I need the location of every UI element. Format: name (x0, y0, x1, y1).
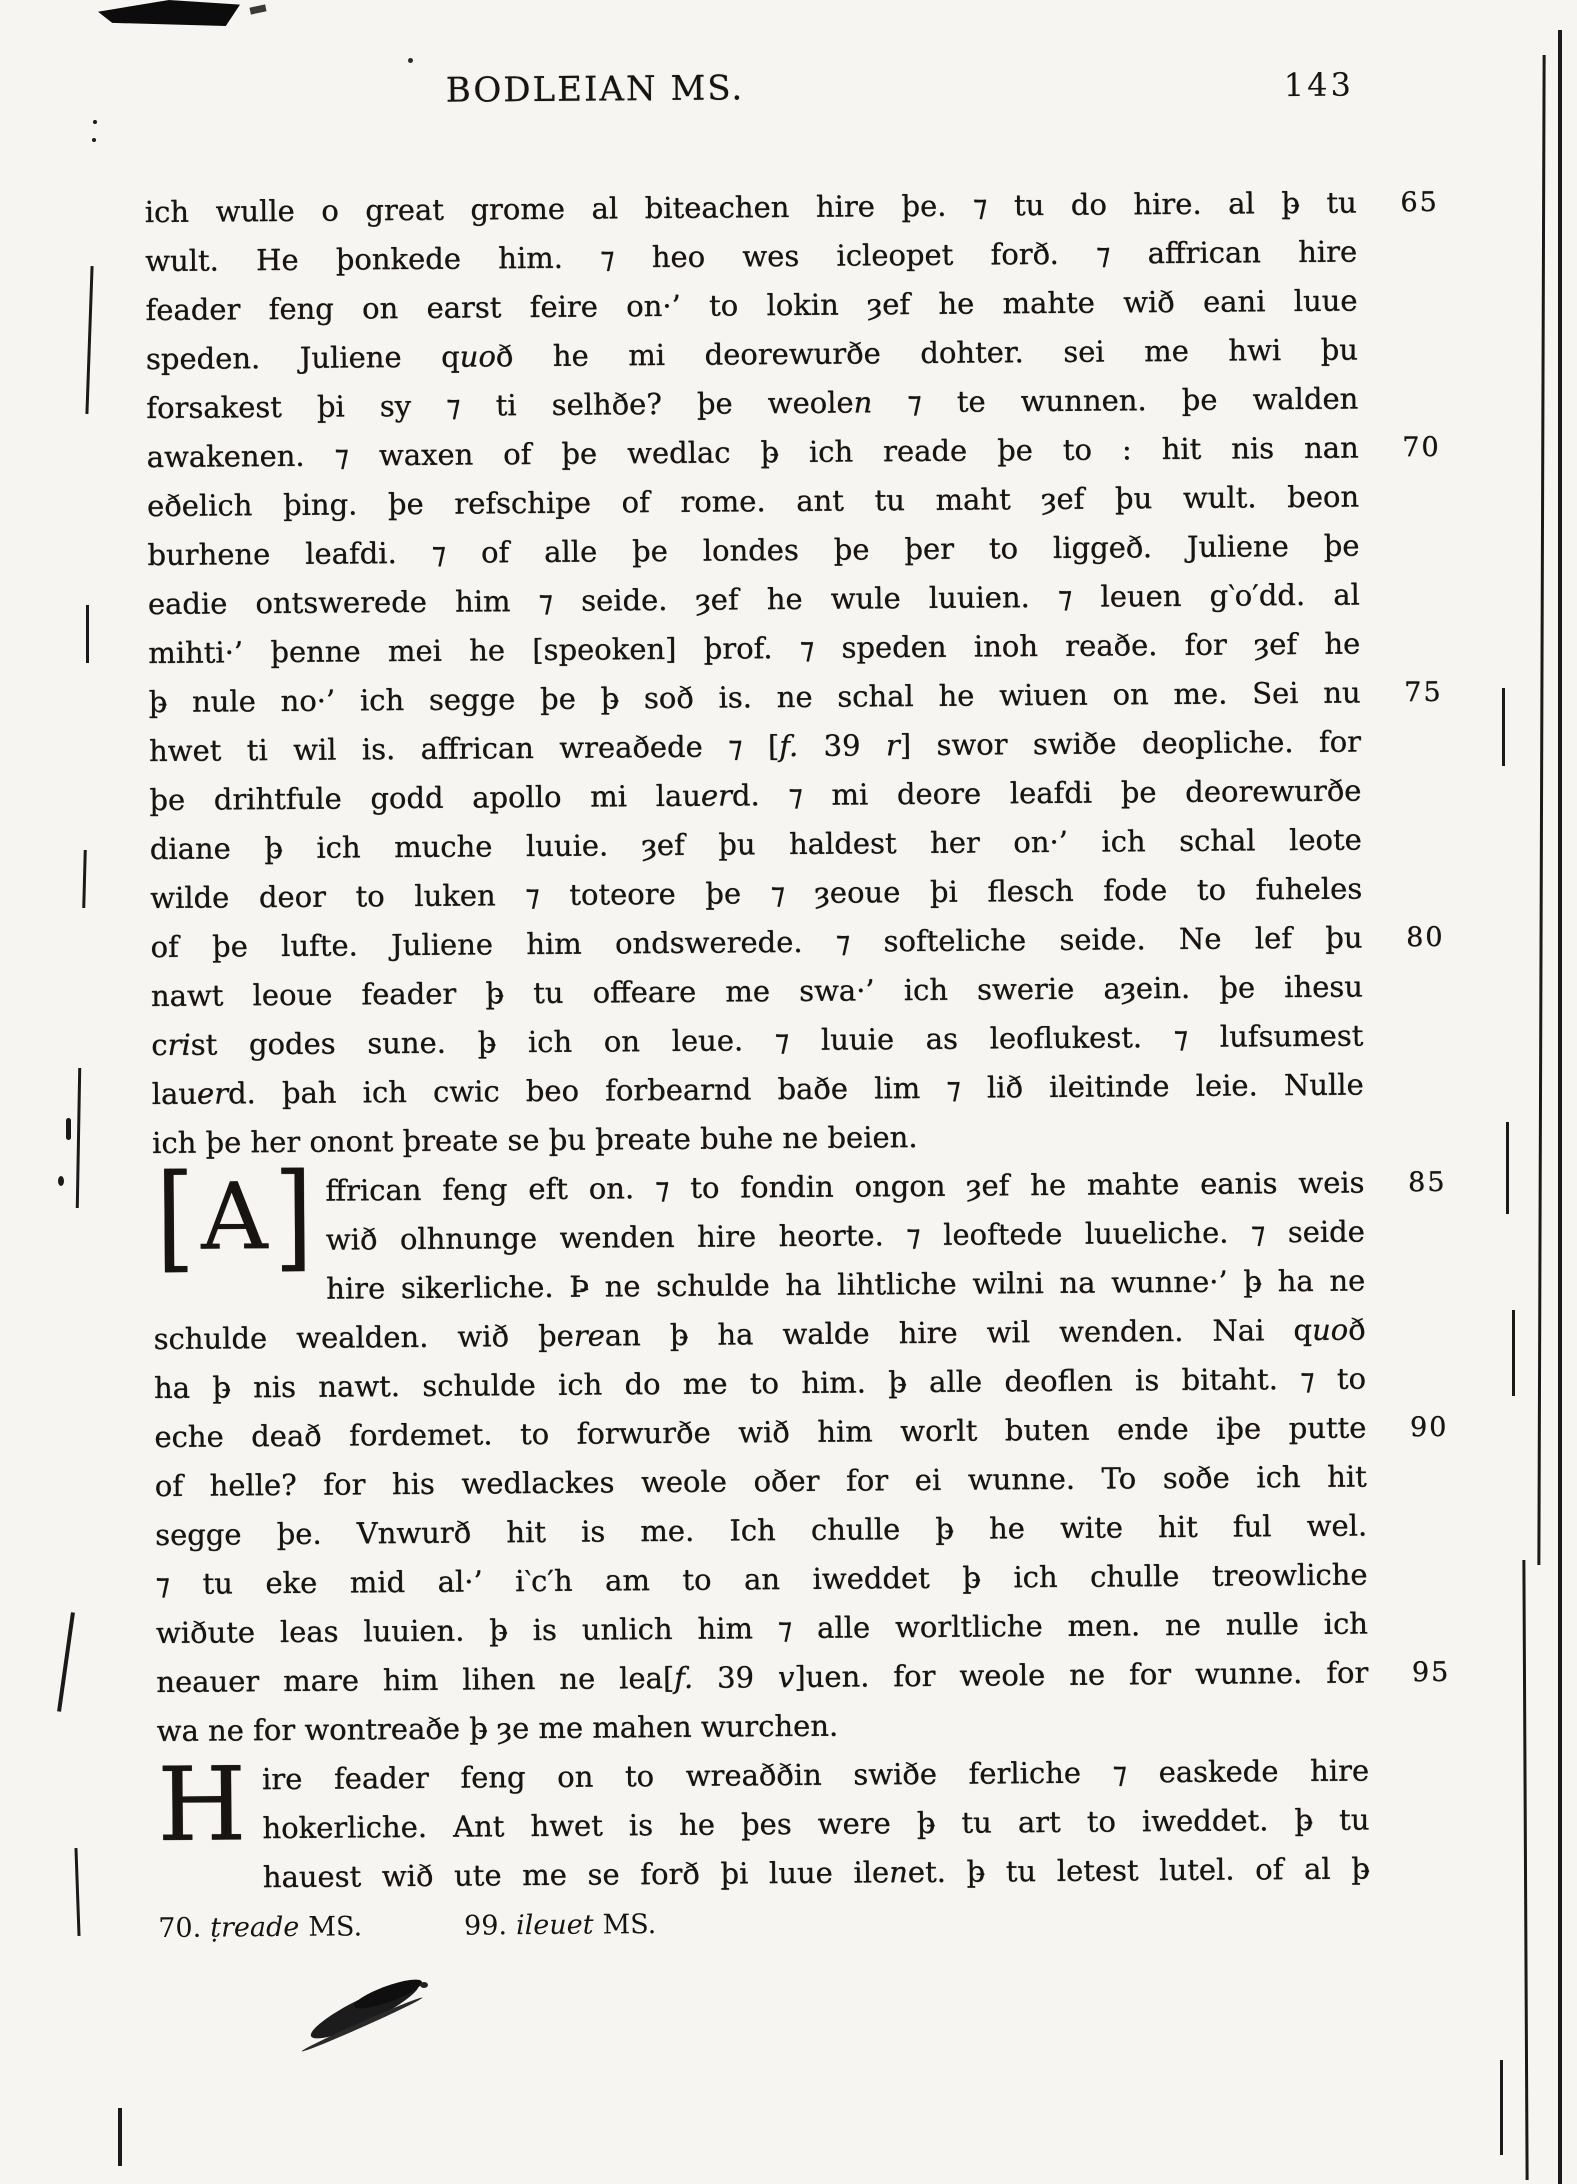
scan-artifact (92, 138, 96, 142)
text-segment: hauest wið ute me se forð þi luue ile (262, 1855, 890, 1895)
scan-artifact (66, 1118, 71, 1140)
text-segment: of þe lufte. Juliene him ondswerede. ⁊ softeliche seide. Ne lef þu (150, 920, 1363, 965)
text-segment: ð (1347, 1312, 1366, 1347)
footnote-source: MS. (308, 1911, 363, 1943)
footnote-line-ref: 70. (158, 1912, 202, 1944)
text-segment: n (889, 1855, 908, 1890)
text-segment: er (700, 778, 733, 813)
text-segment: an þ̵ ha walde hire wil wenden. Nai q (604, 1312, 1313, 1353)
editorial-bracket: [ (155, 1149, 196, 1285)
running-head: BODLEIAN MS. (445, 68, 745, 111)
text-segment: þe drihtfule godd apollo mi lau (149, 778, 702, 818)
text-segment: st godes sune. þ̵ ich on leue. ⁊ luuie as leoflukest. ⁊ lufsumest (190, 1018, 1364, 1062)
margin-line-number: 80 (1406, 921, 1445, 954)
text-segment: lau (151, 1076, 198, 1112)
drop-cap-letter: A (200, 1163, 268, 1271)
text-segment: hokerliche. Ant hwet is he þes were þ̵ tu art to iweddet. þ̵ tu (262, 1802, 1370, 1846)
footnote-lemma: ileuet (515, 1909, 594, 1942)
text-segment: ich þe her onont þreate se þu þreate buhe ne beien. (151, 1119, 918, 1161)
margin-line-number: 90 (1409, 1411, 1449, 1444)
text-segment: v (777, 1659, 795, 1695)
text-segment: ha þ̵ nis nawt. schulde ich do me to him. þ̵ alle deoflen is bitaht. ⁊ to (153, 1361, 1367, 1405)
scan-artifact (58, 1176, 64, 1186)
text-segment: uo (1311, 1312, 1349, 1347)
text-segment: wið olhnunge wenden hire heorte. ⁊ leoftede luueliche. ⁊ seide (325, 1214, 1365, 1257)
scan-artifact (1506, 1122, 1509, 1214)
text-segment: ffrican feng eft on. ⁊ to fondin ongon ȝef he mahte eanis weis (325, 1165, 1365, 1208)
text-segment: wult. He þonkede him. ⁊ heo wes icleopet forð. ⁊ affrican hire (145, 234, 1358, 279)
text-segment: of helle? for his wedlackes weole oðer for ei wunne. To soðe ich hit (154, 1459, 1367, 1503)
footnote-entry (464, 1909, 665, 1942)
text-segment: d. ⁊ mi deore leafdi þe deorewurðe (731, 773, 1362, 813)
scan-artifact (1500, 2060, 1503, 2155)
text-segment: d. þah ich cwic beo forbearnd baðe lim ⁊ lið ileitinde leie. Nulle (227, 1067, 1364, 1111)
text-segment: speden. Juliene q (145, 339, 460, 377)
text-segment: eðelich þing. þe refschipe of rome. ant tu maht ȝef þu wult. beon (146, 479, 1360, 524)
margin-line-number: 95 (1411, 1656, 1451, 1689)
text-segment: hwet ti wil is. affrican wreaðede ⁊ [ (148, 729, 780, 769)
text-segment: segge þe. Vnwurð hit is me. Ich chulle þ̵ he wite hit ful wel. (155, 1508, 1368, 1552)
ink-smudge (420, 1982, 428, 1988)
scan-artifact (1512, 1310, 1515, 1396)
margin-line-number: 85 (1407, 1166, 1447, 1199)
text-segment: ]uen. for weole ne for wunne. for (794, 1655, 1369, 1694)
text-segment: ⁊ tu eke mid al·’ i‵c′h am to an iweddet þ̵ ich chulle treowliche (155, 1557, 1368, 1601)
text-segment: wilde deor to luken ⁊ toteore þe ⁊ ȝeoue þi flesch fode to fuheles (150, 871, 1363, 916)
text-segment: wiðute leas luuien. þ̵ is unlich him ⁊ alle worltliche men. ne nulle ich (155, 1606, 1369, 1650)
text-segment: ð he mi deorewurðe dohter. sei me hwi þu (495, 332, 1359, 374)
text-segment: ri (167, 1027, 191, 1062)
text-segment: eadie ontswerede him ⁊ seide. ȝef he wule luuien. ⁊ leuen g‵o′dd. al (147, 577, 1360, 622)
scan-artifact (1558, 30, 1562, 2184)
footnote-line-ref: 99. (463, 1910, 508, 1942)
text-segment: re (573, 1318, 605, 1353)
margin-line-number: 70 (1402, 431, 1441, 464)
editorial-bracket: ] (273, 1148, 313, 1285)
scan-artifact (1502, 688, 1505, 766)
text-segment: burhene leafdi. ⁊ of alle þe londes þe þer to liggeð. Juliene þe (147, 528, 1360, 573)
text-segment: awakenen. ⁊ waxen of þe wedlac þ̵ ich reade þe to : hit nis nan (146, 430, 1359, 475)
scan-artifact (93, 120, 97, 124)
text-segment: schulde wealden. wið þe (153, 1318, 574, 1356)
text-segment: f. (779, 728, 799, 764)
scan-artifact (98, 0, 240, 26)
margin-line-number: 75 (1404, 676, 1443, 709)
text-segment: et. þ̵ tu letest lutel. of al þ̵ (907, 1851, 1370, 1890)
text-segment: nawt leoue feader þ̵ tu offeare me swa·’ ich swerie aȝein. þe ihesu (150, 969, 1364, 1014)
text-segment: n (853, 385, 873, 420)
text-lines (144, 179, 1451, 1903)
text-segment: neauer mare him lihen ne lea[ (156, 1660, 675, 1699)
footnote-lemma: ṭreade (210, 1911, 300, 1944)
text-segment: eche deað fordemet. to forwurðe wið him worlt buten ende iþe putte (154, 1410, 1367, 1454)
text-segment: hire sikerliche. Þ̵ ne schulde ha lihtliche wilni na wunne·’ þ̵ ha ne (326, 1263, 1366, 1306)
text-segment: 39 (692, 1660, 779, 1695)
drop-cap-letter: H (156, 1745, 247, 1865)
text-segment: ⁊ te wunnen. þe walden (872, 381, 1359, 420)
text-segment: f. (674, 1660, 694, 1695)
footnote-source: MS. (602, 1909, 657, 1941)
text-segment: forsakest þi sy ⁊ ti selhðe? þe weole (146, 385, 854, 426)
text-segment: diane þ̵ ich muche luuie. ȝef þu haldest her on·’ ich schal leote (149, 822, 1362, 867)
text-segment: wa ne for wontreaðe þ̵ ȝe me mahen wurchen. (156, 1708, 839, 1748)
text-segment: ich wulle o great grome al biteachen hire þe. ⁊ tu do hire. al þ̵ tu (144, 185, 1357, 230)
text-segment: r (885, 728, 900, 763)
text-segment: c (151, 1027, 168, 1063)
text-segment: þ̵ nule no·’ ich segge þe þ̵ soð is. ne schal he wiuen on me. Sei nu (148, 675, 1361, 720)
apparatus-footnotes (158, 1903, 1370, 1944)
text-line (158, 1844, 1370, 1903)
footnote-entry (158, 1911, 371, 1944)
text-segment: uo (459, 339, 496, 374)
scan-artifact (408, 58, 413, 63)
text-segment: er (196, 1076, 229, 1111)
scan-artifact (118, 2108, 122, 2166)
scan-artifact (86, 605, 89, 663)
text-segment: ire feader feng on to wreaððin swiðe ferliche ⁊ easkede hire (261, 1753, 1370, 1797)
text-segment: 39 (798, 728, 887, 763)
text-segment: feader feng on earst feire on·’ to lokin ȝef he mahte wið eani luue (145, 283, 1358, 328)
text-segment: mihti·’ þenne mei he [speoken] þrof. ⁊ speden inoh reaðe. for ȝef he (148, 626, 1361, 671)
page-number: 143 (1283, 65, 1355, 105)
margin-line-number: 65 (1400, 186, 1439, 219)
text-segment: ] swor swiðe deopliche. for (899, 724, 1362, 763)
